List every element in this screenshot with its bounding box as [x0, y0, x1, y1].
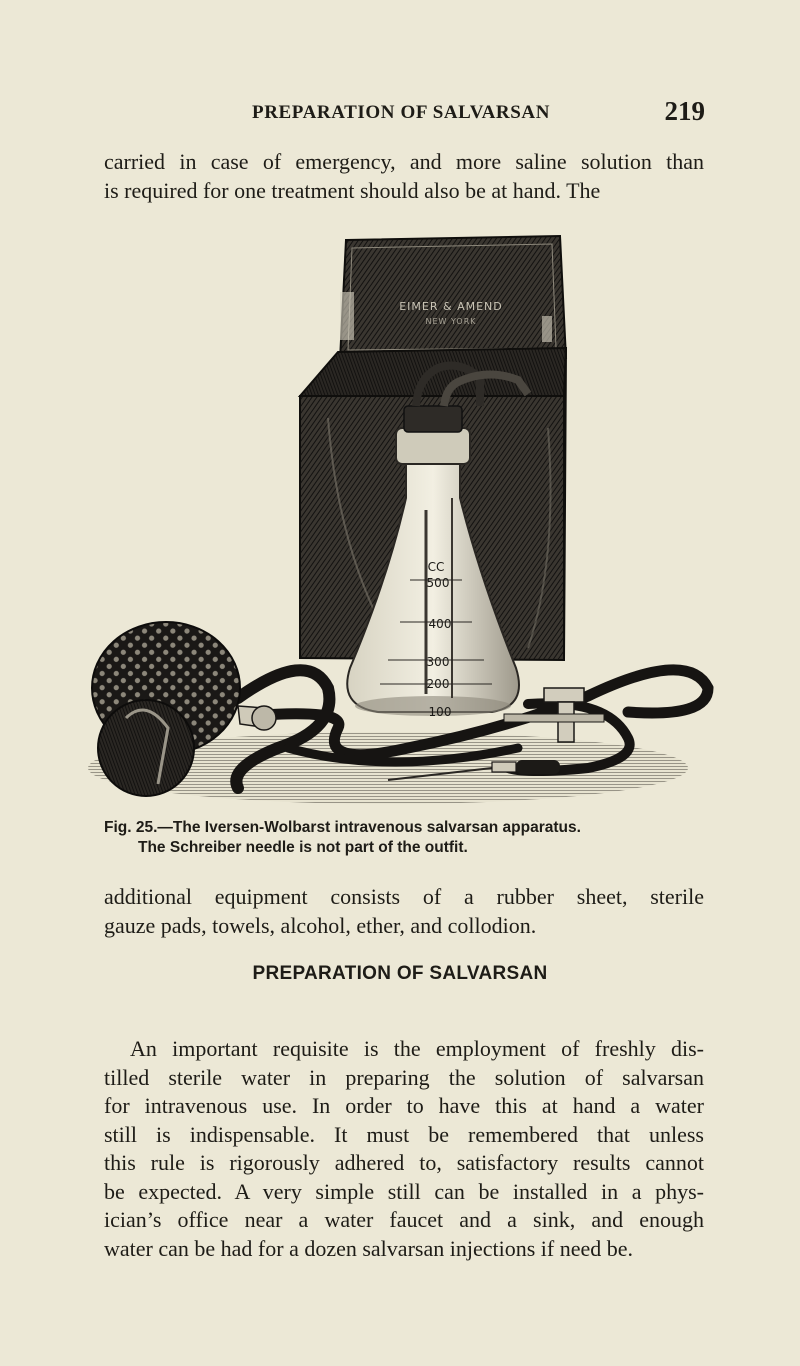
text-line: ician’s office near a water faucet and a sink, and enough [104, 1207, 704, 1232]
text-line: tilled sterile water in preparing the solution of salvarsan [104, 1064, 704, 1090]
paragraph-1 [104, 148, 704, 205]
flask-mark: 300 [426, 655, 450, 669]
flask-mark: 100 [428, 705, 452, 719]
flask-mark: CC [427, 560, 445, 574]
text-line: for intravenous use. In order to have this at hand a water [104, 1093, 704, 1118]
case-lid [340, 236, 566, 360]
page-number: 219 [664, 96, 705, 126]
running-head [252, 96, 705, 132]
section-heading: PREPARATION OF SALVARSAN [252, 963, 548, 984]
text-line: is required for one treatment should also be at hand. The [104, 177, 601, 203]
flask-mark: 500 [426, 576, 450, 590]
text-line: this rule is rigorously adhered to, satisfactory results cannot [104, 1150, 704, 1175]
case-label-line2: NEW YORK [425, 317, 477, 326]
apparatus-engraving [88, 228, 720, 810]
figure-caption [104, 818, 704, 858]
text-line: additional equipment consists of a rubber sheet, sterile [104, 884, 704, 909]
flask-mark: 200 [426, 677, 450, 691]
text-line: still is indispensable. It must be remembered that unless [104, 1121, 704, 1147]
flask-mark: 400 [428, 617, 452, 631]
text-line: gauze pads, towels, alcohol, ether, and collodion. [104, 912, 537, 938]
text-line: be expected. A very simple still can be installed in a phys- [104, 1178, 704, 1204]
text-line: carried in case of emergency, and more saline solution than [104, 149, 704, 174]
text-line: water can be had for a dozen salvarsan injections if need be. [104, 1235, 633, 1261]
paragraph-2 [104, 883, 704, 940]
caption-line: The Schreiber needle is not part of the outfit. [138, 839, 468, 856]
text-line: An important requisite is the employment of freshly dis- [130, 1036, 704, 1061]
paragraph-3 [104, 1035, 704, 1263]
running-head-title: PREPARATION OF SALVARSAN [252, 102, 551, 123]
figure-apparatus-illustration [88, 228, 720, 810]
case-label-line1: EIMER & AMEND [399, 300, 503, 313]
caption-line: Fig. 25.—The Iversen-Wolbarst intravenous salvarsan apparatus. [104, 819, 581, 836]
